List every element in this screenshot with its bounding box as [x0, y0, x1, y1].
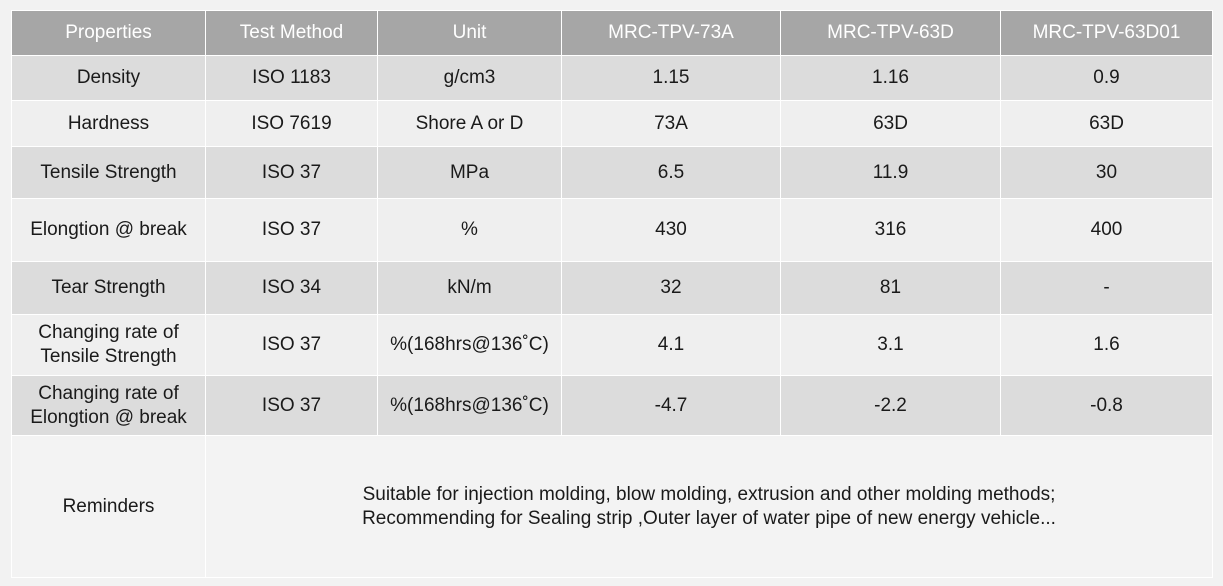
cell-test-method: ISO 34 [206, 262, 378, 315]
properties-table [11, 10, 1213, 578]
header-mrc-tpv-73a: MRC-TPV-73A [562, 11, 781, 56]
cell-value-73a: 32 [562, 262, 781, 315]
cell-value-63d: 81 [781, 262, 1001, 315]
property-line-1: Changing rate of [38, 322, 179, 343]
table-row [12, 101, 1213, 147]
table-row [12, 376, 1213, 436]
cell-unit: g/cm3 [378, 56, 562, 101]
cell-unit: %(168hrs@136˚C) [378, 376, 562, 436]
header-test-method: Test Method [206, 11, 378, 56]
reminders-line-1: Suitable for injection molding, blow molding, extrusion and other molding methods; [362, 483, 1056, 505]
header-unit: Unit [378, 11, 562, 56]
cell-property: Hardness [12, 101, 206, 147]
header-properties: Properties [12, 11, 206, 56]
cell-value-63d01: 30 [1001, 147, 1213, 199]
cell-test-method: ISO 7619 [206, 101, 378, 147]
cell-property: Tensile Strength [12, 147, 206, 199]
cell-property: Elongtion @ break [12, 199, 206, 262]
cell-value-63d01: 400 [1001, 199, 1213, 262]
cell-test-method: ISO 37 [206, 315, 378, 376]
header-mrc-tpv-63d: MRC-TPV-63D [781, 11, 1001, 56]
cell-unit: Shore A or D [378, 101, 562, 147]
cell-value-63d: 1.16 [781, 56, 1001, 101]
cell-value-73a: -4.7 [562, 376, 781, 436]
cell-test-method: ISO 37 [206, 199, 378, 262]
property-line-2: Elongtion @ break [30, 406, 187, 428]
cell-unit: kN/m [378, 262, 562, 315]
cell-value-73a: 73A [562, 101, 781, 147]
cell-property [12, 315, 206, 376]
table-row [12, 315, 1213, 376]
table-row [12, 56, 1213, 101]
table-row [12, 262, 1213, 315]
cell-unit: %(168hrs@136˚C) [378, 315, 562, 376]
property-line-1: Changing rate of [38, 382, 179, 404]
cell-unit: MPa [378, 147, 562, 199]
cell-value-63d: -2.2 [781, 376, 1001, 436]
table-row [12, 199, 1213, 262]
cell-value-63d: 11.9 [781, 147, 1001, 199]
cell-value-73a: 4.1 [562, 315, 781, 376]
cell-property: Tear Strength [12, 262, 206, 315]
reminders-line-2: Recommending for Sealing strip ,Outer layer of water pipe of new energy vehicle... [362, 507, 1056, 529]
cell-value-73a: 430 [562, 199, 781, 262]
reminders-row [12, 436, 1213, 578]
cell-property [12, 376, 206, 436]
cell-value-63d01: 1.6 [1001, 315, 1213, 376]
reminders-text [206, 436, 1213, 578]
cell-value-73a: 6.5 [562, 147, 781, 199]
cell-property: Density [12, 56, 206, 101]
header-mrc-tpv-63d01: MRC-TPV-63D01 [1001, 11, 1213, 56]
property-line-2: Tensile Strength [40, 346, 177, 367]
cell-value-63d01: 0.9 [1001, 56, 1213, 101]
cell-value-63d01: - [1001, 262, 1213, 315]
cell-value-63d01: 63D [1001, 101, 1213, 147]
cell-value-73a: 1.15 [562, 56, 781, 101]
cell-unit: % [378, 199, 562, 262]
cell-value-63d: 63D [781, 101, 1001, 147]
cell-test-method: ISO 37 [206, 147, 378, 199]
cell-value-63d: 3.1 [781, 315, 1001, 376]
table-row [12, 147, 1213, 199]
cell-test-method: ISO 37 [206, 376, 378, 436]
cell-test-method: ISO 1183 [206, 56, 378, 101]
reminders-label: Reminders [12, 436, 206, 578]
cell-value-63d: 316 [781, 199, 1001, 262]
table-header-row [12, 11, 1213, 56]
cell-value-63d01: -0.8 [1001, 376, 1213, 436]
